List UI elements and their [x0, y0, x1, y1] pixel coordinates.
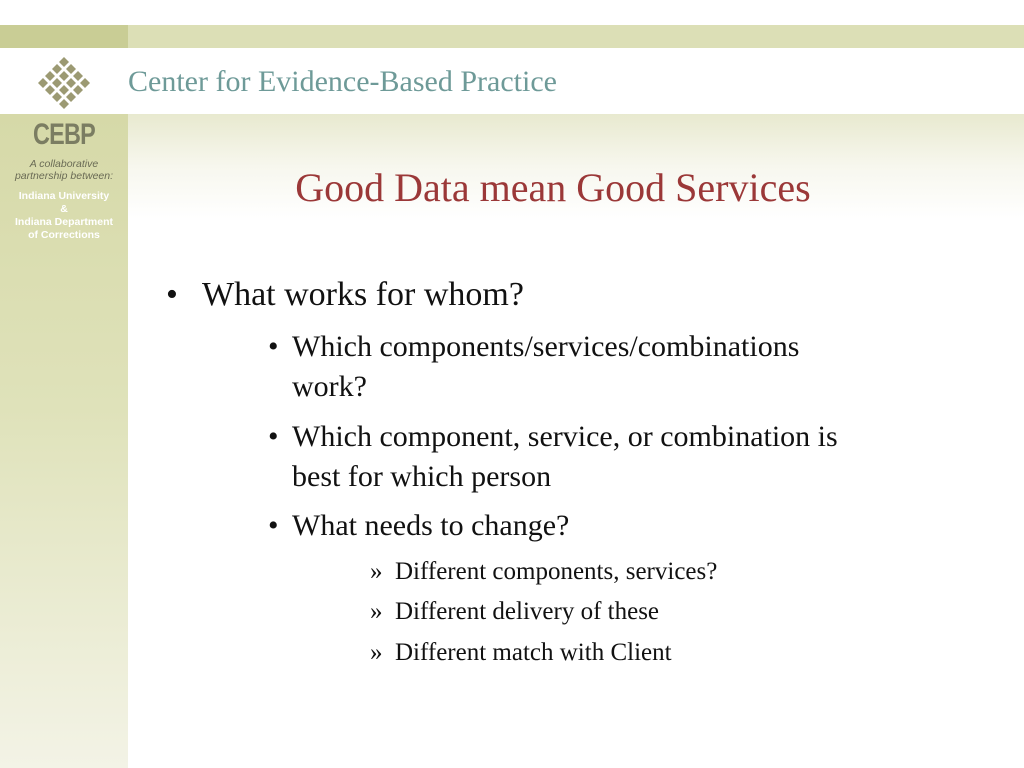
diamond-logo-icon	[33, 56, 95, 110]
tagline-line-1: A collaborative	[29, 158, 99, 170]
top-bar-right	[128, 25, 1024, 48]
sidebar-tagline	[0, 158, 128, 182]
sub-sub-bullet-text: Different delivery of these	[395, 598, 660, 625]
sub-bullet-text: Which components/services/combinations	[292, 330, 800, 363]
partner-line-4: of Corrections	[28, 229, 100, 241]
sub-sub-bullet-text: Different match with Client	[395, 639, 672, 666]
sidebar-acronym: CEBP	[33, 118, 95, 151]
sidebar-partners	[0, 190, 128, 242]
bullet-marker: •	[166, 276, 178, 313]
bullet-text: What works for whom?	[202, 276, 524, 313]
top-bar-left	[0, 25, 128, 48]
sub-bullet-text-cont: best for which person	[292, 460, 552, 493]
org-name: Center for Evidence-Based Practice	[128, 65, 557, 98]
slide-title: Good Data mean Good Services	[295, 165, 811, 210]
sub-sub-bullet-marker: »	[370, 558, 383, 585]
partner-line-2: &	[60, 203, 68, 215]
sub-sub-bullet-text: Different components, services?	[395, 558, 718, 585]
sub-bullet-text: What needs to change?	[292, 509, 570, 542]
top-band	[0, 0, 1024, 25]
sub-bullet-text: Which component, service, or combination is	[292, 420, 838, 453]
sub-sub-bullet-marker: »	[370, 598, 383, 625]
sub-sub-bullet-marker: »	[370, 639, 383, 666]
sub-bullet-marker: •	[268, 330, 279, 363]
partner-line-3: Indiana Department	[14, 216, 114, 228]
partner-line-1: Indiana University	[18, 190, 110, 202]
sub-bullet-marker: •	[268, 420, 279, 453]
sub-bullet-text-cont: work?	[292, 370, 367, 403]
tagline-line-2: partnership between:	[14, 170, 114, 182]
sub-bullet-marker: •	[268, 509, 279, 542]
